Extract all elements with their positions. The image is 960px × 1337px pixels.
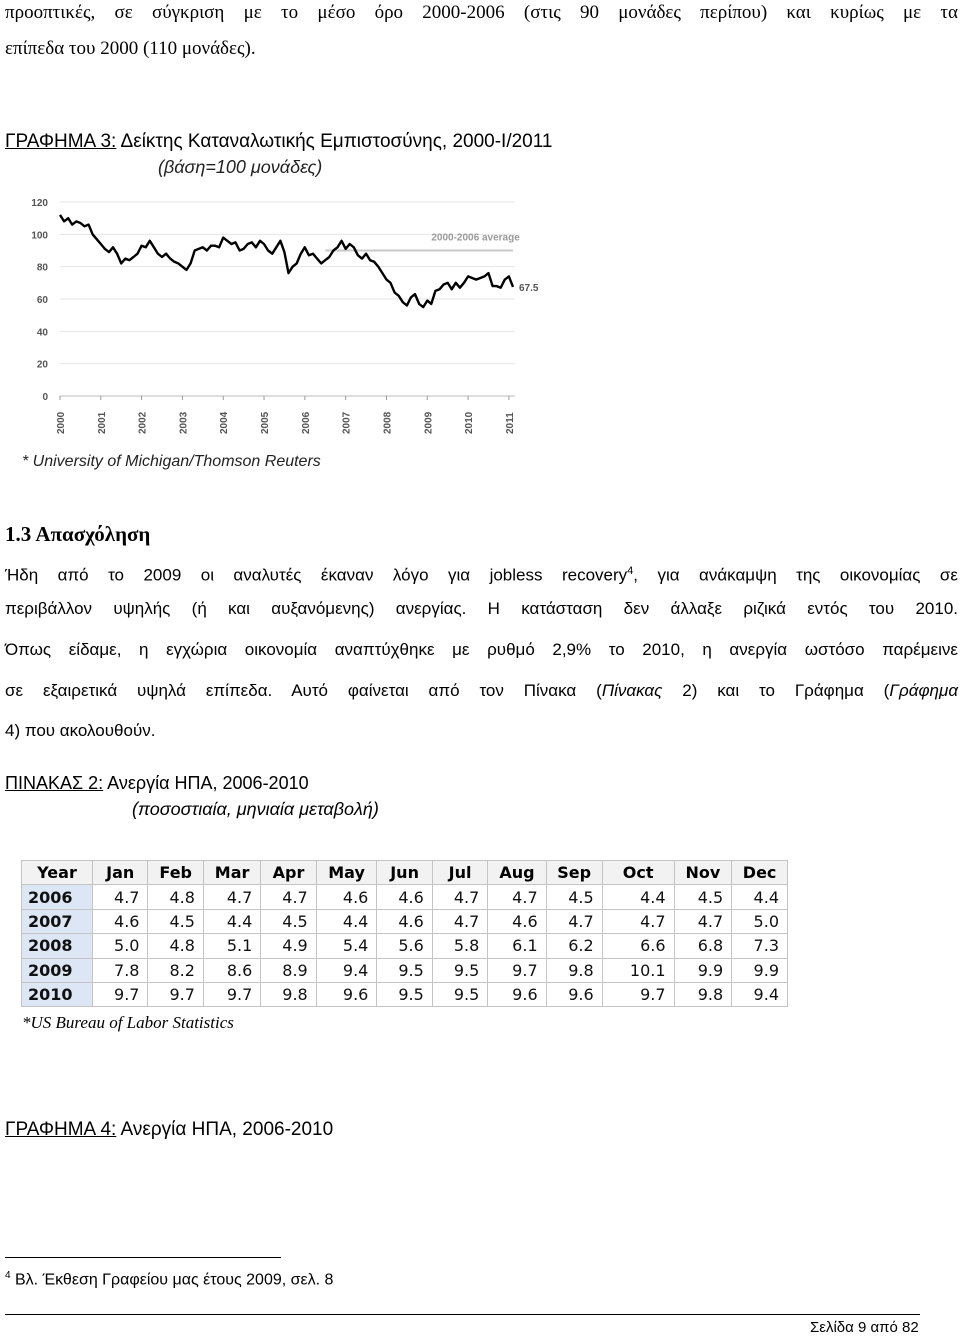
header-month: May <box>316 861 377 885</box>
header-month: Jan <box>93 861 148 885</box>
table-cell: 4.7 <box>602 909 674 933</box>
table-cell: 4.7 <box>93 885 148 909</box>
graph3-title: Δείκτης Καταναλωτικής Εμπιστοσύνης, 2000-I/2011 <box>116 131 553 152</box>
section-line-1b: , για ανάκαμψη της οικονομίας σε <box>633 565 958 585</box>
table-cell: 6.6 <box>602 934 674 958</box>
table2-subtitle: (ποσοστιαία, μηνιαία μεταβολή) <box>132 799 379 819</box>
table-cell: 9.5 <box>432 982 487 1006</box>
table-cell: 9.7 <box>93 982 148 1006</box>
x-tick-label: 2007 <box>341 411 353 434</box>
table-row <box>22 958 788 982</box>
graph4-title: Ανεργία ΗΠΑ, 2006-2010 <box>116 1119 334 1140</box>
table-cell: 9.7 <box>488 958 546 982</box>
section-line-4a: σε εξαιρετικά υψηλά επίπεδα. Αυτό φαίνεται από τον Πίνακα ( <box>5 681 602 700</box>
table-cell: 8.6 <box>203 958 260 982</box>
table-cell: 4.6 <box>377 909 432 933</box>
graph3-subtitle: (βάση=100 μονάδες) <box>158 157 323 177</box>
table-cell: 9.9 <box>674 958 732 982</box>
x-tick-label: 2011 <box>504 412 516 434</box>
table-cell: 6.1 <box>488 934 546 958</box>
table-cell: 4.6 <box>488 909 546 933</box>
table-cell: 4.7 <box>546 909 602 933</box>
table-cell: 4.7 <box>432 909 487 933</box>
table-cell: 9.6 <box>488 982 546 1006</box>
table-cell: 9.6 <box>316 982 377 1006</box>
graph3-caption <box>5 131 552 153</box>
table-cell: 6.2 <box>546 934 602 958</box>
row-year: 2007 <box>22 909 93 933</box>
table-cell: 4.8 <box>148 885 203 909</box>
x-tick-label: 2010 <box>464 411 476 434</box>
graph4-label: ΓΡΑΦΗΜΑ 4: <box>5 1119 117 1140</box>
table-cell: 9.4 <box>316 958 377 982</box>
table-cell: 4.6 <box>316 885 377 909</box>
table-cell: 4.7 <box>432 885 487 909</box>
table-cell: 5.0 <box>732 909 788 933</box>
section-line-3: Όπως είδαμε, η εγχώρια οικονομία αναπτύχθηκε με ρυθμό 2,9% το 2010, η ανεργία ωστόσο παρέμεινε <box>5 640 958 659</box>
unemployment-table <box>21 860 788 1007</box>
table-row <box>22 885 788 909</box>
x-tick-label: 2008 <box>382 411 394 434</box>
table-cell: 8.2 <box>148 958 203 982</box>
y-tick-label: 80 <box>36 262 48 274</box>
x-tick-label: 2001 <box>96 411 108 434</box>
header-month: Sep <box>546 861 602 885</box>
table-cell: 4.7 <box>674 909 732 933</box>
row-year: 2009 <box>22 958 93 982</box>
table-cell: 4.9 <box>261 934 316 958</box>
table-cell: 4.7 <box>488 885 546 909</box>
table-cell: 9.8 <box>546 958 602 982</box>
table-cell: 9.7 <box>148 982 203 1006</box>
section-line-4i1: Πίνακας <box>601 681 663 700</box>
table-cell: 9.8 <box>674 982 732 1006</box>
page-number: Σελίδα 9 από 82 <box>810 1319 919 1336</box>
table-row <box>22 909 788 933</box>
table2-source: *US Bureau of Labor Statistics <box>22 1013 234 1032</box>
table-cell: 10.1 <box>602 958 674 982</box>
table-cell: 4.5 <box>546 885 602 909</box>
header-month: Oct <box>602 861 674 885</box>
x-tick-label: 2004 <box>219 411 231 434</box>
table-cell: 7.8 <box>93 958 148 982</box>
table-cell: 9.6 <box>546 982 602 1006</box>
x-tick-label: 2002 <box>137 411 149 434</box>
x-tick-label: 2005 <box>260 411 272 434</box>
header-month: Feb <box>148 861 203 885</box>
x-tick-label: 2006 <box>300 411 312 434</box>
y-tick-label: 0 <box>42 392 48 403</box>
table-cell: 9.8 <box>261 982 316 1006</box>
table-cell: 4.7 <box>261 885 316 909</box>
table-cell: 4.6 <box>377 885 432 909</box>
section-line-4b: 2) και το Γράφημα ( <box>662 681 890 700</box>
table-cell: 9.5 <box>377 982 432 1006</box>
y-tick-label: 100 <box>31 230 48 242</box>
footnote-ref: 4 <box>627 565 634 577</box>
footer-rule <box>5 1314 920 1315</box>
table-cell: 9.9 <box>732 958 788 982</box>
table-cell: 8.9 <box>261 958 316 982</box>
series-line <box>60 215 513 307</box>
header-month: Jun <box>377 861 432 885</box>
row-year: 2010 <box>22 982 93 1006</box>
row-year: 2008 <box>22 934 93 958</box>
x-tick-label: 2003 <box>178 411 190 434</box>
footnote-text: Βλ. Έκθεση Γραφείου μας έτους 2009, σελ. 8 <box>10 1271 334 1289</box>
table-cell: 4.4 <box>316 909 377 933</box>
row-year: 2006 <box>22 885 93 909</box>
table-cell: 4.8 <box>148 934 203 958</box>
table-cell: 6.8 <box>674 934 732 958</box>
table-cell: 9.5 <box>377 958 432 982</box>
table-header-row <box>22 861 788 885</box>
y-tick-label: 20 <box>36 359 48 371</box>
y-tick-label: 60 <box>36 295 48 306</box>
header-month: Aug <box>488 861 546 885</box>
table-cell: 4.7 <box>203 885 260 909</box>
header-year: Year <box>22 861 93 885</box>
intro-line-2: επίπεδα του 2000 (110 μονάδες). <box>5 38 256 59</box>
section-line-1 <box>5 557 958 590</box>
section-heading: 1.3 Απασχόληση <box>5 522 151 546</box>
y-tick-label: 120 <box>31 198 48 209</box>
consumer-confidence-chart <box>20 190 560 440</box>
table-cell: 4.6 <box>93 909 148 933</box>
table-cell: 5.0 <box>93 934 148 958</box>
header-month: Dec <box>732 861 788 885</box>
footnote-mark: 4 <box>5 1270 11 1281</box>
table-row <box>22 934 788 958</box>
table-cell: 5.1 <box>203 934 260 958</box>
header-month: Jul <box>432 861 487 885</box>
table-cell: 4.5 <box>148 909 203 933</box>
table-cell: 4.5 <box>674 885 732 909</box>
section-line-4 <box>5 677 958 705</box>
table-row <box>22 982 788 1006</box>
table-cell: 9.7 <box>602 982 674 1006</box>
table-cell: 9.4 <box>732 982 788 1006</box>
last-value-label: 67.5 <box>518 282 539 294</box>
x-tick-label: 2009 <box>423 411 435 434</box>
x-tick-label: 2000 <box>56 411 67 434</box>
section-line-1a: Ήδη από το 2009 οι αναλυτές έκαναν λόγο για jobless recovery <box>5 565 628 585</box>
y-tick-label: 40 <box>36 327 48 339</box>
table-cell: 4.4 <box>203 909 260 933</box>
table2-label: ΠΙΝΑΚΑΣ 2: <box>5 773 104 793</box>
table2-caption <box>5 773 309 794</box>
header-month: Nov <box>674 861 732 885</box>
average-line-label: 2000-2006 average <box>431 232 520 244</box>
header-month: Mar <box>203 861 260 885</box>
graph4-caption <box>5 1119 333 1141</box>
graph3-label: ΓΡΑΦΗΜΑ 3: <box>5 131 117 152</box>
table-cell: 4.4 <box>732 885 788 909</box>
table-cell: 7.3 <box>732 934 788 958</box>
section-line-2: περιβάλλον υψηλής (ή και αυξανόμενης) ανεργίας. Η κατάσταση δεν άλλαξε ριζικά εντός του 2010. <box>5 599 958 618</box>
table-cell: 4.4 <box>602 885 674 909</box>
table-cell: 5.6 <box>377 934 432 958</box>
table-cell: 9.7 <box>203 982 260 1006</box>
table-cell: 4.5 <box>261 909 316 933</box>
table-cell: 9.5 <box>432 958 487 982</box>
table-cell: 5.4 <box>316 934 377 958</box>
table-cell: 5.8 <box>432 934 487 958</box>
intro-line-1: προοπτικές, σε σύγκριση με το μέσο όρο 2000-2006 (στις 90 μονάδες περίπου) και κυρίως με τα <box>5 2 958 23</box>
section-line-5: 4) που ακολουθούν. <box>5 721 156 740</box>
table2-title: Ανεργία ΗΠΑ, 2006-2010 <box>103 773 309 793</box>
footnote-rule <box>5 1257 281 1258</box>
header-month: Apr <box>261 861 316 885</box>
footnote <box>5 1270 333 1289</box>
section-line-4i2: Γράφημα <box>889 681 959 700</box>
graph3-source: * University of Michigan/Thomson Reuters <box>22 453 321 470</box>
